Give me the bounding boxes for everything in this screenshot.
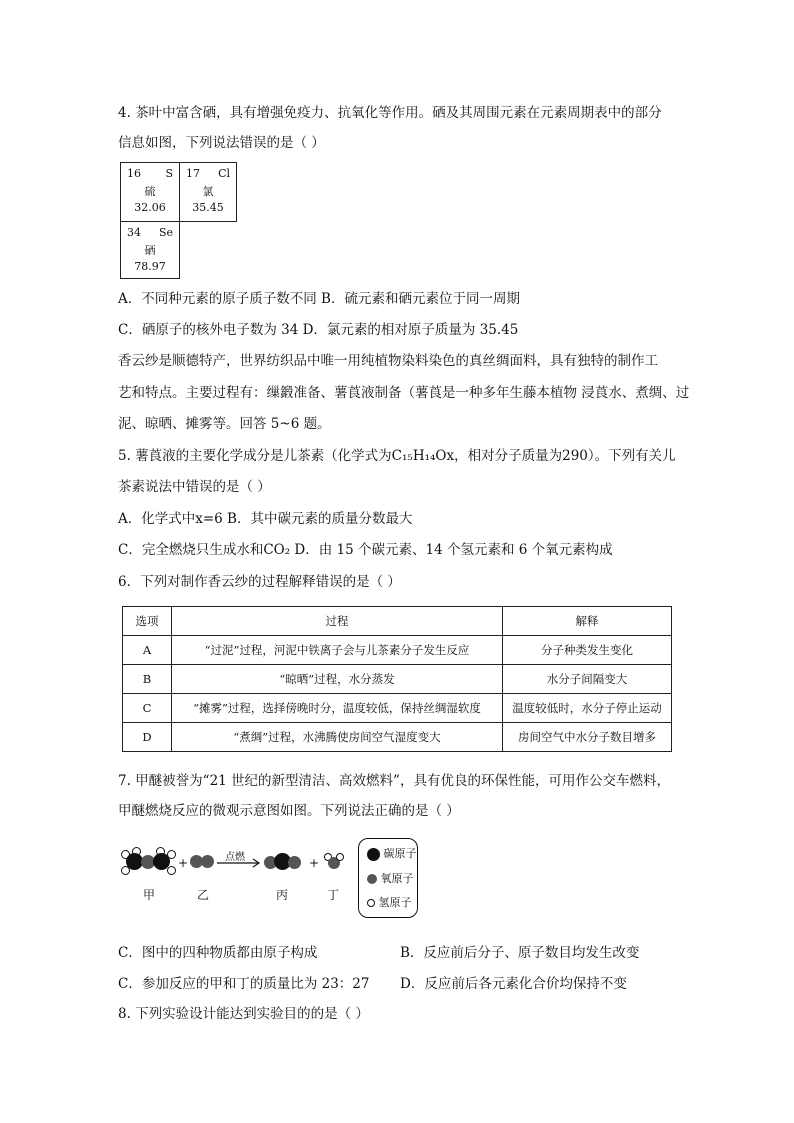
intro-line2: 艺和特点。主要过程有：缫鍛准备、薯莨液制备（薯莨是一种多年生藤本植物 浸莨水、煮绸、过 xyxy=(118,385,690,401)
element-symbol: Cl xyxy=(218,167,230,180)
q7-option-c: C．参加反应的甲和丁的质量比为 23：27 xyxy=(118,976,370,992)
plus-sign: + xyxy=(309,856,320,870)
label-yi: 乙 xyxy=(197,888,210,902)
element-cell-se xyxy=(120,221,180,279)
atomic-mass: 78.97 xyxy=(134,260,166,273)
oxygen-atom-icon xyxy=(201,855,214,868)
cell-explanation: 水分子间隔变大 xyxy=(503,665,672,694)
q4-options-cd: C．硒原子的核外电子数为 34 D．氯元素的相对原子质量为 35.45 xyxy=(118,322,519,338)
table-row xyxy=(123,723,672,752)
q4-stem-line1: 4. 茶叶中富含硒，具有增强免疫力、抗氧化等作用。硒及其周围元素在元素周期表中的部分 xyxy=(118,105,662,121)
cell-process: “过泥”过程，河泥中铁离子会与儿茶素分子发生反应 xyxy=(172,636,503,665)
element-cell-s xyxy=(120,162,180,222)
cell-explanation: 分子种类发生变化 xyxy=(503,636,672,665)
q7-stem-line2: 甲醚燃烧反应的微观示意图如图。下列说法正确的是（ ） xyxy=(118,803,460,819)
cell-option: D xyxy=(123,723,172,752)
table-header-row xyxy=(123,607,672,636)
hydrogen-atom-icon xyxy=(336,853,344,861)
element-symbol: Se xyxy=(158,226,173,239)
legend-oxygen xyxy=(367,870,414,886)
q6-stem: 6．下列对制作香云纱的过程解释错误的是（ ） xyxy=(118,574,401,590)
q7-option-d: D．反应前后各元素化合价均保持不变 xyxy=(400,976,627,992)
label-ding: 丁 xyxy=(327,888,340,902)
table-row xyxy=(123,665,672,694)
q4-options-ab: A．不同种元素的原子质子数不同 B．硫元素和硒元素位于同一周期 xyxy=(118,291,520,307)
atomic-mass: 32.06 xyxy=(134,201,166,214)
element-name: 硫 xyxy=(144,185,156,198)
legend-hydrogen xyxy=(367,894,412,910)
cell-process: “煮绸”过程，水沸腾使房间空气湿度变大 xyxy=(172,723,503,752)
element-cell-cl xyxy=(179,162,237,222)
legend-carbon xyxy=(367,845,417,861)
cell-explanation: 温度较低时，水分子停止运动 xyxy=(503,694,672,723)
intro-line3: 泥、晾晒、摊雾等。回答 5~6 题。 xyxy=(118,416,331,432)
q8-stem: 8. 下列实验设计能达到实验目的的是（ ） xyxy=(118,1006,369,1022)
hydrogen-atom-icon xyxy=(167,866,176,875)
cell-option: B xyxy=(123,665,172,694)
atomic-number: 17 xyxy=(186,167,200,180)
q7-stem-line1: 7. 甲醚被誉为“21 世纪的新型清洁、高效燃料”，具有优良的环保性能，可用作公交车燃料， xyxy=(118,773,670,789)
oxygen-atom-icon xyxy=(367,874,377,884)
hydrogen-atom-icon xyxy=(367,899,375,907)
q6-table xyxy=(122,606,672,752)
header-process: 过程 xyxy=(172,607,503,636)
element-name: 硒 xyxy=(144,244,156,257)
plus-sign: + xyxy=(178,856,189,870)
carbon-atom-icon xyxy=(153,853,170,870)
atomic-number: 16 xyxy=(127,167,141,180)
q7-option-b: B．反应前后分子、原子数目均发生改变 xyxy=(400,945,640,961)
intro-line1: 香云纱是顺德特产，世界纺织品中唯一用纯植物染料染色的真丝绸面料，具有独特的制作工 xyxy=(118,353,658,369)
atomic-mass: 35.45 xyxy=(192,201,224,214)
label-bing: 丙 xyxy=(276,888,289,902)
q5-options-ab: A．化学式中x=6 B．其中碳元素的质量分数最大 xyxy=(118,511,413,527)
legend-label: 氢原子 xyxy=(378,896,412,909)
table-row xyxy=(123,694,672,723)
q7-option-a: C．图中的四种物质都由原子构成 xyxy=(118,945,318,961)
header-explanation: 解释 xyxy=(503,607,672,636)
cell-option: C xyxy=(123,694,172,723)
element-symbol: S xyxy=(165,167,173,180)
reaction-condition: 点燃 xyxy=(225,852,245,863)
q5-options-cd: C．完全燃烧只生成水和CO₂ D．由 15 个碳元素、14 个氢元素和 6 个氧元素构成 xyxy=(118,542,613,558)
element-name: 氯 xyxy=(202,185,214,198)
q5-stem-line1: 5. 薯莨液的主要化学成分是儿茶素（化学式为C₁₅H₁₄Ox，相对分子质量为290）。下列有关儿 xyxy=(118,448,676,464)
carbon-atom-icon xyxy=(367,848,380,861)
legend-label: 氧原子 xyxy=(380,872,414,885)
atom-legend xyxy=(358,838,418,918)
cell-option: A xyxy=(123,636,172,665)
label-jia: 甲 xyxy=(143,888,156,902)
cell-explanation: 房间空气中水分子数目增多 xyxy=(503,723,672,752)
cell-process: “摊雾”过程，选择傍晚时分，温度较低，保持丝绸湿软度 xyxy=(172,694,503,723)
arrow-icon xyxy=(216,858,262,868)
cell-process: “晾晒”过程，水分蒸发 xyxy=(172,665,503,694)
legend-label: 碳原子 xyxy=(383,847,417,860)
oxygen-atom-icon xyxy=(288,856,301,869)
q5-stem-line2: 茶素说法中错误的是（ ） xyxy=(118,479,271,495)
table-row xyxy=(123,636,672,665)
atomic-number: 34 xyxy=(127,226,141,239)
q4-stem-line2: 信息如图，下列说法错误的是（ ） xyxy=(118,135,325,151)
header-option: 选项 xyxy=(123,607,172,636)
